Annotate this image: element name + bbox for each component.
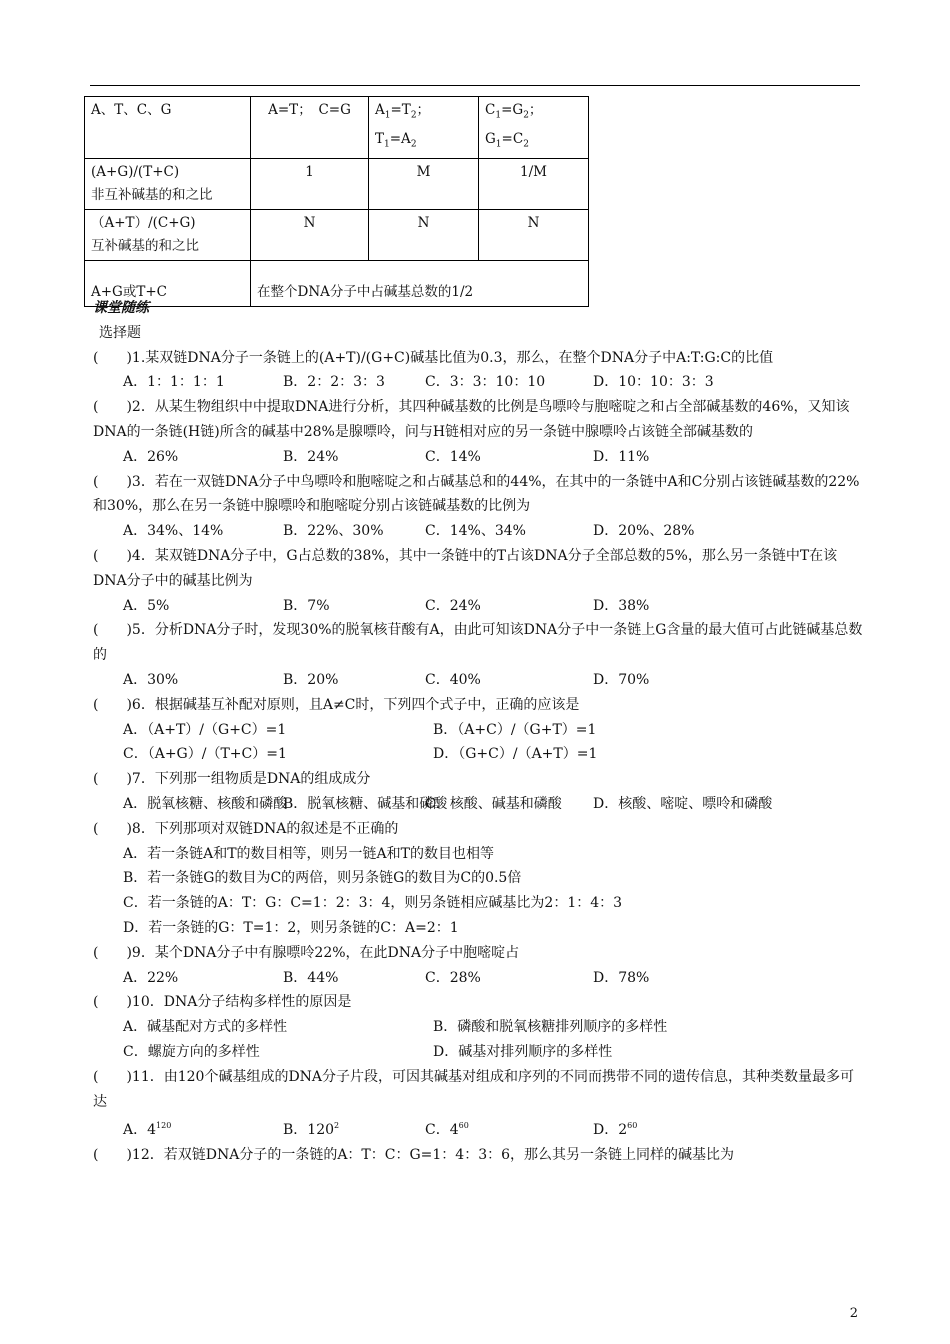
option-text: C．14%、34% (425, 523, 526, 540)
table-row (85, 97, 589, 159)
table-cell: 在整个DNA分子中占碱基总数的1/2 (251, 261, 589, 307)
option[interactable] (123, 594, 283, 619)
option-text: A．34%、14% (123, 523, 224, 540)
question-stem: ( )7．下列那一组物质是DNA的组成成分 (93, 771, 371, 788)
option[interactable] (123, 668, 283, 693)
option[interactable]: B．磷酸和脱氧核糖排列顺序的多样性 (433, 1019, 668, 1036)
question-stem: ( )2．从某生物组织中中提取DNA进行分析，其四种碱基数的比例是鸟嘌呤与胞嘧啶之和占全部碱基数的46%，又知该DNA的一条链(H链)所含的碱基中28%是腺嘌呤，问与H链相对应的另一条链中腺嘌呤占该链全部碱基数的 (93, 399, 850, 440)
question-item (93, 470, 863, 544)
option-text: D．20%、28% (593, 523, 695, 540)
option[interactable] (425, 966, 593, 991)
option-text: C．3：3：10：10 (425, 374, 546, 391)
option-text: D．70% (593, 671, 650, 688)
header-rule (90, 85, 860, 86)
option-exponent: 60 (458, 1121, 469, 1131)
question-stem: ( )6．根据碱基互补配对原则，且A≠C时，下列四个式子中，正确的应该是 (93, 696, 580, 713)
option[interactable]: C．（A+G）/（T+C）=1 (123, 746, 287, 763)
table-cell: M (369, 159, 479, 210)
question-item (93, 395, 863, 469)
option-row (93, 370, 863, 395)
option-text: D．2 (593, 1121, 628, 1138)
option-text: C．核酸、碱基和磷酸 (425, 795, 562, 812)
option[interactable]: C．螺旋方向的多样性 (123, 1043, 260, 1060)
option-exponent: 2 (334, 1121, 340, 1131)
option[interactable] (123, 1114, 283, 1142)
option-text: B．120 (283, 1121, 335, 1138)
option[interactable] (123, 966, 283, 991)
question-stem: ( )10．DNA分子结构多样性的原因是 (93, 994, 352, 1011)
section-title: 课堂随练 (93, 300, 149, 316)
option[interactable] (593, 1114, 753, 1142)
option[interactable] (593, 594, 753, 619)
option-text: A．脱氧核糖、核酸和磷酸 (123, 795, 288, 812)
option-text: D．11% (593, 448, 650, 465)
option-text: B．44% (283, 969, 339, 986)
question-item (93, 544, 863, 618)
option[interactable]: A．（A+T）/（G+C）=1 (123, 721, 287, 738)
section-subtitle: 选择题 (99, 324, 141, 341)
question-item (93, 941, 863, 991)
option-text: A．4 (123, 1121, 157, 1138)
table-cell: （A+T）/(C+G) 互补碱基的和之比 (85, 210, 251, 261)
question-item (93, 346, 863, 396)
option[interactable] (283, 370, 425, 395)
base-ratio-table (84, 96, 589, 307)
option-row (93, 668, 863, 693)
option-row (93, 1114, 863, 1142)
option[interactable] (283, 1114, 425, 1142)
table-cell: 1/M (479, 159, 589, 210)
option[interactable] (283, 668, 425, 693)
question-stem: ( )3．若在一双链DNA分子中鸟嘌呤和胞嘧啶之和占碱基总和的44%，在其中的一条链中A和C分别占该链碱基数的22%和30%，那么在另一条链中腺嘌呤和胞嘧啶分别占该链碱基数的比例为 (93, 473, 860, 515)
option[interactable] (593, 370, 753, 395)
option-row (93, 1015, 863, 1040)
option[interactable] (283, 519, 425, 544)
option-row (93, 445, 863, 470)
option[interactable]: B．（A+C）/（G+T）=1 (433, 721, 597, 738)
option-exponent: 120 (156, 1121, 172, 1131)
table-cell: (A+G)/(T+C) 非互补碱基的和之比 (85, 159, 251, 210)
option[interactable] (123, 445, 283, 470)
question-item (93, 817, 863, 941)
table-cell: N (251, 210, 369, 261)
question-item (93, 1065, 863, 1143)
question-list (93, 346, 863, 1168)
option[interactable] (593, 792, 773, 817)
table-cell: N (369, 210, 479, 261)
page-number: 2 (849, 1306, 858, 1321)
option-text: B．22%、30% (283, 523, 384, 540)
option[interactable] (123, 370, 283, 395)
question-item (93, 693, 863, 767)
option-text: D．78% (593, 969, 650, 986)
table-cell: 1 (251, 159, 369, 210)
option-row (93, 718, 863, 743)
question-stem: ( )4．某双链DNA分子中，G占总数的38%，其中一条链中的T占该DNA分子全部总数的5%，那么另一条链中T在该DNA分子中的碱基比例为 (93, 547, 838, 589)
option[interactable]: A．若一条链A和T的数目相等，则另一链A和T的数目也相等 (123, 845, 495, 862)
option[interactable]: D．碱基对排列顺序的多样性 (433, 1043, 613, 1060)
question-item (93, 767, 863, 817)
option-text: B．20% (283, 671, 339, 688)
option-text: C．40% (425, 671, 481, 688)
table-row (85, 210, 589, 261)
option-row (93, 792, 863, 817)
question-stem: ( )5．分析DNA分子时，发现30%的脱氧核苷酸有A，由此可知该DNA分子中一条链上G含量的最大值可占此链碱基总数的 (93, 622, 863, 664)
option[interactable] (283, 792, 448, 817)
option[interactable] (283, 445, 425, 470)
option-row (93, 1040, 863, 1065)
option-row (93, 594, 863, 619)
question-stem: ( )9．某个DNA分子中有腺嘌呤22%，在此DNA分子中胞嘧啶占 (93, 944, 520, 961)
option-text: A．22% (123, 969, 179, 986)
option[interactable] (425, 668, 593, 693)
option[interactable] (283, 594, 425, 619)
option-text: C．14% (425, 448, 481, 465)
option-text: B．2：2：3：3 (283, 374, 385, 391)
question-stem: ( )11．由120个碱基组成的DNA分子片段，可因其碱基对组成和序列的不同而携带不同的遗传信息，其种类数量最多可达 (93, 1068, 855, 1110)
option-text: A．30% (123, 671, 179, 688)
table-cell: A+G或T+C (85, 261, 251, 307)
option[interactable]: C．若一条链的A：T：G：C=1：2：3：4，则另条链相应碱基比为2：1：4：3 (123, 895, 623, 912)
option-text: B．脱氧核糖、碱基和磷酸 (283, 795, 448, 812)
question-stem: ( )1.某双链DNA分子一条链上的(A+T)/(G+C)碱基比值为0.3，那么，在整个DNA分子中A:T:G:C的比值 (93, 349, 774, 366)
option-text: D．38% (593, 597, 650, 614)
option[interactable]: D．若一条链的G：T=1：2，则另条链的C：A=2：1 (123, 919, 459, 936)
option[interactable]: D．（G+C）/（A+T）=1 (433, 746, 598, 763)
question-item (93, 618, 863, 692)
option-text: B．24% (283, 448, 339, 465)
table-cell: $A_1=T_2$； $T_1=A_2$ (369, 97, 479, 159)
question-stem: ( )12．若双链DNA分子的一条链的A：T：C：G=1：4：3：6，那么其另一条链上同样的碱基比为 (93, 1146, 735, 1163)
option-row (93, 519, 863, 544)
option-text: C．28% (425, 969, 481, 986)
option[interactable] (593, 966, 753, 991)
option[interactable] (425, 594, 593, 619)
option[interactable] (425, 1114, 593, 1142)
option-row (93, 966, 863, 991)
option-text: A．26% (123, 448, 179, 465)
option[interactable] (425, 519, 593, 544)
option-text: A．1：1：1：1 (123, 374, 225, 391)
option-text: C．4 (425, 1121, 459, 1138)
option-text: B．7% (283, 597, 330, 614)
option-text: A．5% (123, 597, 170, 614)
option[interactable] (283, 966, 425, 991)
option-text: D．10：10：3：3 (593, 374, 714, 391)
option[interactable] (123, 792, 288, 817)
option-row (93, 742, 863, 767)
option-exponent: 60 (627, 1121, 638, 1131)
table-cell: A、T、C、G (85, 97, 251, 159)
exercise-section (93, 296, 863, 1168)
table-cell: $C_1=G_2$； $G_1=C_2$ (479, 97, 589, 159)
option-text: C．24% (425, 597, 481, 614)
table-row (85, 159, 589, 210)
table-cell: A=T； C=G (251, 97, 369, 159)
option[interactable] (425, 792, 593, 817)
question-stem: ( )8．下列那项对双链DNA的叙述是不正确的 (93, 820, 399, 837)
option[interactable]: B．若一条链G的数目为C的两倍，则另条链G的数目为C的0.5倍 (123, 870, 522, 887)
option[interactable] (593, 445, 753, 470)
option[interactable] (593, 519, 753, 544)
option[interactable] (425, 445, 593, 470)
option[interactable] (593, 668, 753, 693)
option[interactable]: A．碱基配对方式的多样性 (123, 1019, 288, 1036)
question-item (93, 990, 863, 1064)
table-cell: N (479, 210, 589, 261)
option-text: D．核酸、嘧啶、嘌呤和磷酸 (593, 795, 773, 812)
option[interactable] (425, 370, 593, 395)
option[interactable] (123, 519, 283, 544)
question-item (93, 1143, 863, 1168)
